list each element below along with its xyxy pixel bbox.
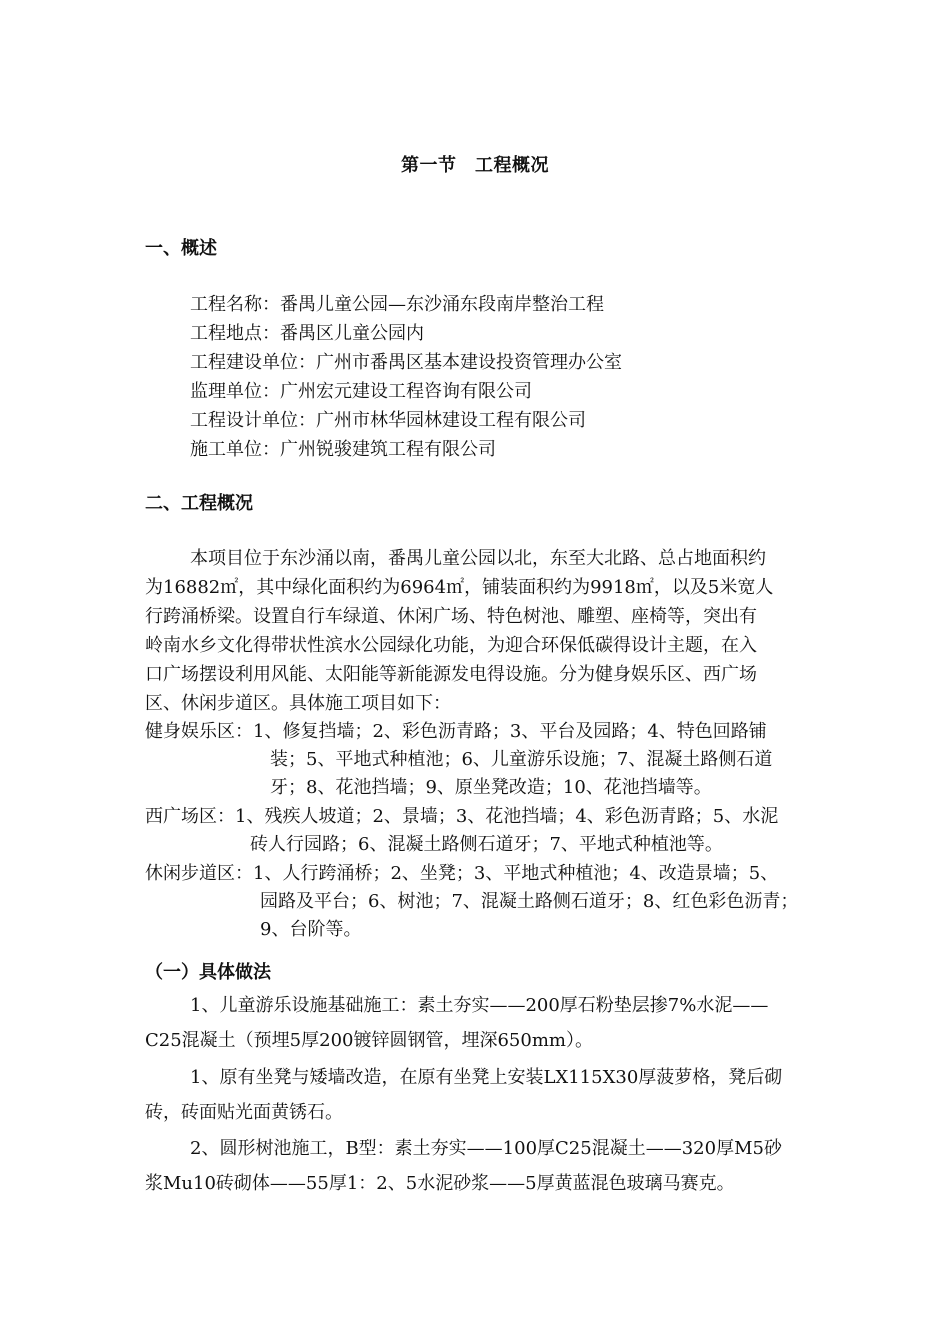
zone-item-line: 9、台阶等。: [260, 919, 362, 940]
info-construction-owner: 工程建设单位：广州市番禺区基本建设投资管理办公室: [190, 352, 622, 373]
method-item-line: 砖，砖面贴光面黄锈石。: [145, 1102, 343, 1123]
page-title: 第一节 工程概况: [401, 155, 549, 176]
info-designer: 工程设计单位：广州市林华园林建设工程有限公司: [190, 410, 586, 431]
info-project-location: 工程地点：番禺区儿童公园内: [190, 323, 424, 344]
info-contractor: 施工单位：广州锐骏建筑工程有限公司: [190, 439, 496, 460]
overview-paragraph-line: 行跨涌桥梁。设置自行车绿道、休闲广场、特色树池、雕塑、座椅等，突出有: [145, 606, 757, 627]
zone-item-line: 1、残疾人坡道；2、景墙；3、花池挡墙；4、彩色沥青路；5、水泥: [235, 806, 779, 827]
method-item-line: 1、原有坐凳与矮墙改造，在原有坐凳上安装LX115X30厚菠萝格，凳后砌: [190, 1067, 783, 1088]
overview-paragraph-line: 岭南水乡文化得带状性滨水公园绿化功能，为迎合环保低碳得设计主题，在入: [145, 635, 757, 656]
zone-item-line: 1、修复挡墙；2、彩色沥青路；3、平台及园路；4、特色回路铺: [253, 721, 767, 742]
zone-item-line: 砖人行园路；6、混凝土路侧石道牙；7、平地式种植池等。: [250, 834, 723, 855]
zone-label-leisure-walk: 休闲步道区：: [145, 863, 253, 884]
zone-item-line: 装；5、平地式种植池；6、儿童游乐设施；7、混凝土路侧石道: [270, 749, 773, 770]
zone-item-line: 1、人行跨涌桥；2、坐凳；3、平地式种植池；4、改造景墙；5、: [253, 863, 779, 884]
overview-paragraph-line: 口广场摆设利用风能、太阳能等新能源发电得设施。分为健身娱乐区、西广场: [145, 664, 757, 685]
overview-paragraph-line: 本项目位于东沙涌以南，番禺儿童公园以北，东至大北路、总占地面积约: [190, 548, 766, 569]
zone-item-line: 园路及平台；6、树池；7、混凝土路侧石道牙；8、红色彩色沥青；: [260, 891, 799, 912]
method-item-line: 1、儿童游乐设施基础施工：素土夯实——200厚石粉垫层掺7%水泥——: [190, 995, 769, 1016]
info-supervisor: 监理单位：广州宏元建设工程咨询有限公司: [190, 381, 532, 402]
section-heading-overview: 一、概述: [145, 238, 217, 259]
section-heading-project-overview: 二、工程概况: [145, 493, 253, 514]
method-item-line: C25混凝土（预埋5厚200镀锌圆钢管，埋深650mm）。: [145, 1030, 593, 1051]
zone-label-fitness: 健身娱乐区：: [145, 721, 253, 742]
info-project-name: 工程名称：番禺儿童公园—东沙涌东段南岸整治工程: [190, 294, 604, 315]
overview-paragraph-line: 区、休闲步道区。具体施工项目如下：: [145, 693, 451, 714]
zone-label-west-plaza: 西广场区：: [145, 806, 235, 827]
subsection-heading-methods: （一）具体做法: [145, 962, 271, 983]
zone-item-line: 牙；8、花池挡墙；9、原坐凳改造；10、花池挡墙等。: [270, 777, 712, 798]
method-item-line: 浆Mu10砖砌体——55厚1：2、5水泥砂浆——5厚黄蓝混色玻璃马赛克。: [145, 1173, 735, 1194]
overview-paragraph-line: 为16882㎡，其中绿化面积约为6964㎡，铺装面积约为9918㎡，以及5米宽人: [145, 577, 774, 598]
method-item-line: 2、圆形树池施工，B型：素土夯实——100厚C25混凝土——320厚M5砂: [190, 1138, 782, 1159]
